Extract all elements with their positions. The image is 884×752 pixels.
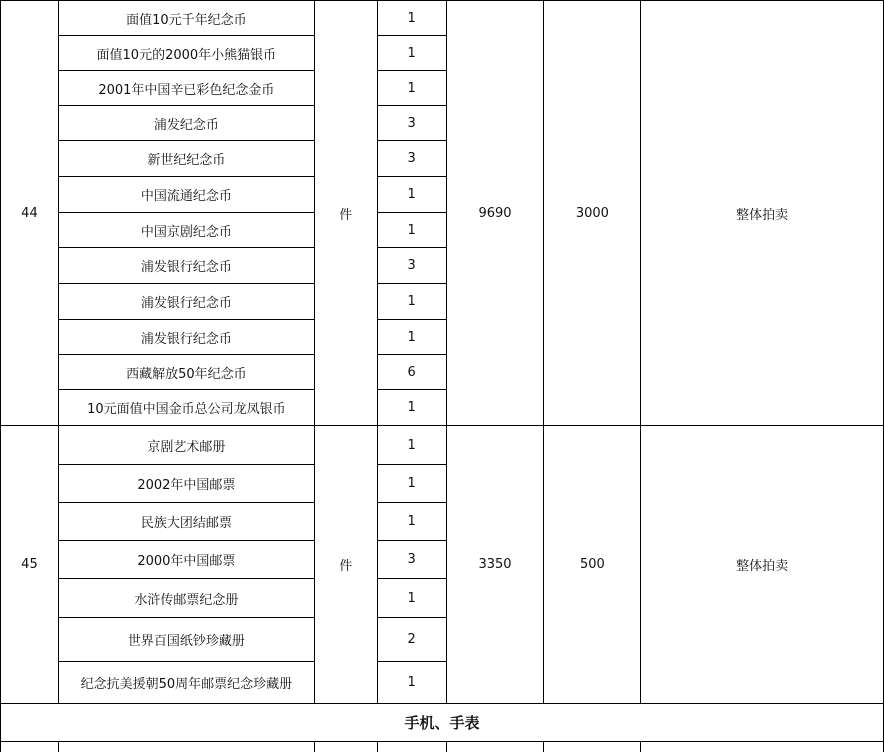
item-quantity: 1: [377, 213, 446, 248]
item-name: 浦发纪念币: [58, 106, 314, 141]
empty-cell: [58, 742, 314, 752]
empty-cell: [314, 742, 377, 752]
section-header-row: [1, 704, 884, 742]
item-name: 面值10元的2000年小熊猫银币: [58, 36, 314, 71]
lot-start-price: 3000: [544, 1, 641, 426]
item-quantity: 1: [377, 284, 446, 320]
table-row: [1, 1, 884, 36]
item-name: 面值10元千年纪念币: [58, 1, 314, 36]
item-name: 世界百国纸钞珍藏册: [58, 618, 314, 662]
item-quantity: 1: [377, 662, 446, 704]
item-quantity: 6: [377, 355, 446, 390]
empty-cell: [641, 742, 884, 752]
lot-estimate: 3350: [446, 426, 544, 704]
lot-start-price: 500: [544, 426, 641, 704]
empty-cell: [544, 742, 641, 752]
item-name: 2002年中国邮票: [58, 465, 314, 503]
item-name: 浦发银行纪念币: [58, 284, 314, 320]
lot-unit: 件: [314, 1, 377, 426]
item-name: 水浒传邮票纪念册: [58, 579, 314, 618]
empty-cell: [1, 742, 59, 752]
item-name: 民族大团结邮票: [58, 503, 314, 541]
item-quantity: 1: [377, 426, 446, 465]
table-row: [1, 742, 884, 752]
lot-remark: 整体拍卖: [641, 1, 884, 426]
item-quantity: 3: [377, 248, 446, 284]
item-quantity: 3: [377, 106, 446, 141]
item-name: 西藏解放50年纪念币: [58, 355, 314, 390]
item-name: 新世纪纪念币: [58, 141, 314, 177]
lot-remark: 整体拍卖: [641, 426, 884, 704]
item-name: 纪念抗美援朝50周年邮票纪念珍藏册: [58, 662, 314, 704]
item-name: 10元面值中国金币总公司龙凤银币: [58, 390, 314, 426]
lot-number: 44: [1, 1, 59, 426]
item-quantity: 1: [377, 1, 446, 36]
item-quantity: 1: [377, 465, 446, 503]
item-quantity: 2: [377, 618, 446, 662]
lot-unit: 件: [314, 426, 377, 704]
item-quantity: 1: [377, 579, 446, 618]
empty-cell: [377, 742, 446, 752]
item-name: 2001年中国辛已彩色纪念金币: [58, 71, 314, 106]
item-name: 中国京剧纪念币: [58, 213, 314, 248]
item-quantity: 1: [377, 320, 446, 355]
item-name: 浦发银行纪念币: [58, 320, 314, 355]
item-name: 中国流通纪念币: [58, 177, 314, 213]
item-quantity: 1: [377, 503, 446, 541]
item-name: 浦发银行纪念币: [58, 248, 314, 284]
item-name: 2000年中国邮票: [58, 541, 314, 579]
item-name: 京剧艺术邮册: [58, 426, 314, 465]
empty-cell: [446, 742, 544, 752]
section-title: 手机、手表: [1, 704, 884, 742]
item-quantity: 1: [377, 390, 446, 426]
item-quantity: 1: [377, 177, 446, 213]
item-quantity: 1: [377, 36, 446, 71]
item-quantity: 1: [377, 71, 446, 106]
lot-estimate: 9690: [446, 1, 544, 426]
table-row: [1, 426, 884, 465]
item-quantity: 3: [377, 541, 446, 579]
lot-number: 45: [1, 426, 59, 704]
item-quantity: 3: [377, 141, 446, 177]
